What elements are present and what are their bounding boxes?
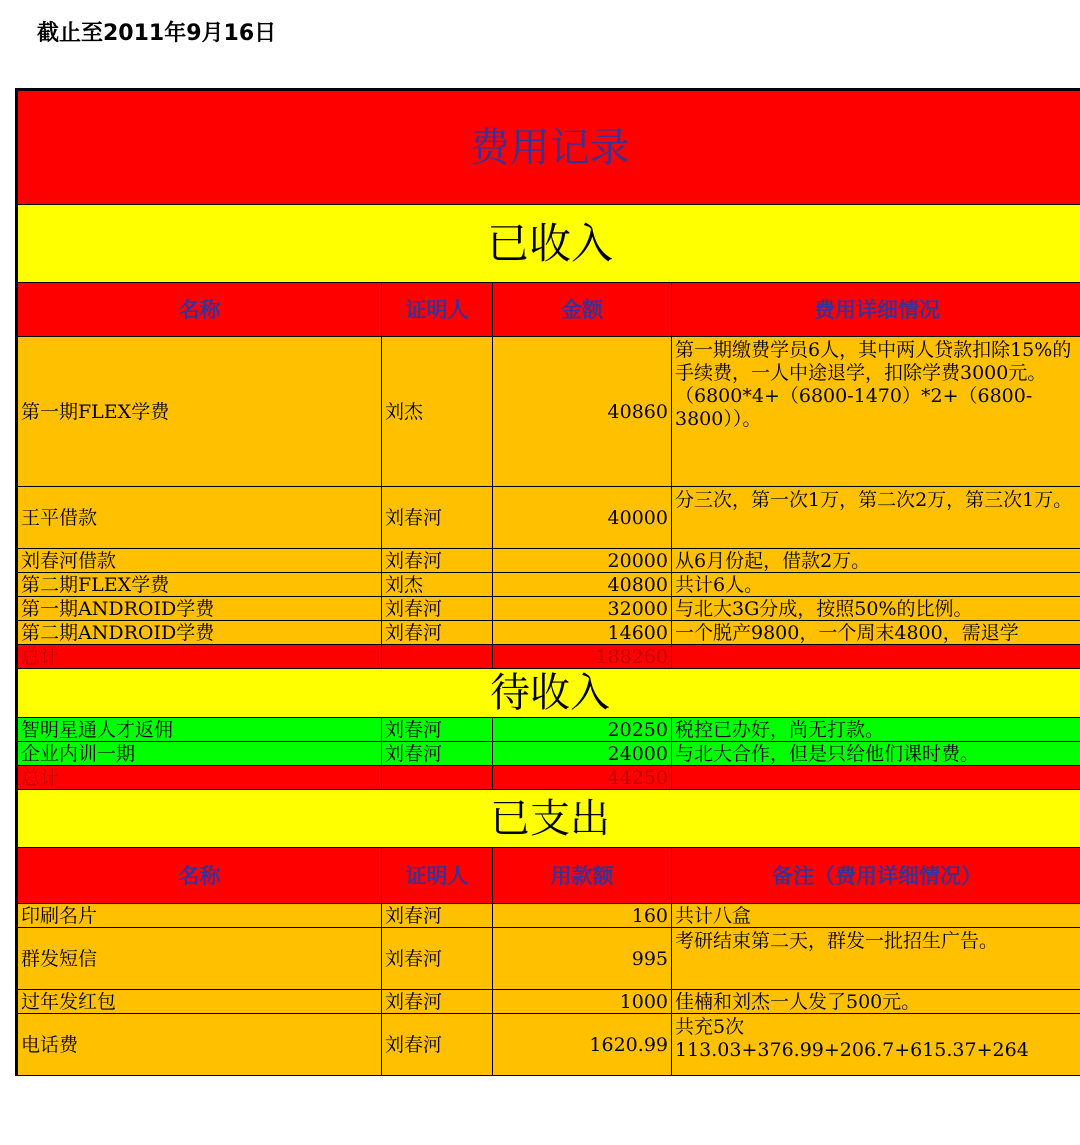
cell-amount: 32000 (493, 597, 672, 621)
table-row (18, 742, 1080, 766)
cell-name: 智明星通人才返佣 (18, 718, 382, 742)
section-received (18, 205, 1080, 283)
cell-detail: 佳楠和刘杰一人发了500元。 (672, 990, 1080, 1014)
table-row (18, 1014, 1080, 1076)
expense-sheet (15, 88, 1080, 1076)
header-witness: 证明人 (382, 848, 493, 904)
table-row (18, 549, 1080, 573)
cell-detail: 共计6人。 (672, 573, 1080, 597)
cell-detail: 税控已办好，尚无打款。 (672, 718, 1080, 742)
cell-witness: 刘春河 (382, 904, 493, 928)
total-label: 总计 (18, 645, 382, 669)
cell-amount: 160 (493, 904, 672, 928)
cell-amount: 20000 (493, 549, 672, 573)
cell-witness: 刘春河 (382, 549, 493, 573)
table-row (18, 597, 1080, 621)
table-row (18, 573, 1080, 597)
header-row-spent (18, 848, 1080, 904)
cell-witness: 刘杰 (382, 573, 493, 597)
cell-witness: 刘春河 (382, 990, 493, 1014)
total-witness-empty (382, 766, 493, 790)
cell-witness: 刘春河 (382, 928, 493, 990)
table-row (18, 904, 1080, 928)
cell-amount: 20250 (493, 718, 672, 742)
date-line: 截止至2011年9月16日 (37, 21, 277, 46)
title-row (18, 91, 1080, 205)
cell-amount: 1620.99 (493, 1014, 672, 1076)
cell-detail: 与北大3G分成，按照50%的比例。 (672, 597, 1080, 621)
sheet-title: 费用记录 (18, 91, 1080, 205)
cell-witness: 刘春河 (382, 487, 493, 549)
total-amount: 188260 (493, 645, 672, 669)
table-row (18, 621, 1080, 645)
header-row-received (18, 283, 1080, 337)
cell-name: 群发短信 (18, 928, 382, 990)
cell-name: 第二期FLEX学费 (18, 573, 382, 597)
header-detail: 费用详细情况 (672, 283, 1080, 337)
cell-witness: 刘春河 (382, 597, 493, 621)
header-name: 名称 (18, 848, 382, 904)
header-detail: 备注（费用详细情况） (672, 848, 1080, 904)
total-row-pending (18, 766, 1080, 790)
section-title-received: 已收入 (18, 205, 1080, 283)
cell-amount: 14600 (493, 621, 672, 645)
cell-detail: 共计八盒 (672, 904, 1080, 928)
cell-name: 过年发红包 (18, 990, 382, 1014)
cell-witness: 刘春河 (382, 742, 493, 766)
cell-detail: 一个脱产9800，一个周末4800，需退学 (672, 621, 1080, 645)
section-spent (18, 790, 1080, 848)
cell-witness: 刘杰 (382, 337, 493, 487)
header-witness: 证明人 (382, 283, 493, 337)
cell-detail: 共充5次 113.03+376.99+206.7+615.37+264 (672, 1014, 1080, 1076)
cell-amount: 40800 (493, 573, 672, 597)
cell-detail: 考研结束第二天，群发一批招生广告。 (672, 928, 1080, 990)
cell-name: 第一期ANDROID学费 (18, 597, 382, 621)
header-name: 名称 (18, 283, 382, 337)
table-row (18, 990, 1080, 1014)
table-row (18, 337, 1080, 487)
header-amount: 用款额 (493, 848, 672, 904)
cell-amount: 24000 (493, 742, 672, 766)
table-row (18, 718, 1080, 742)
total-row-received (18, 645, 1080, 669)
section-title-pending: 待收入 (18, 669, 1080, 718)
cell-name: 刘春河借款 (18, 549, 382, 573)
cell-detail: 分三次，第一次1万，第二次2万，第三次1万。 (672, 487, 1080, 549)
cell-amount: 1000 (493, 990, 672, 1014)
cell-amount: 40000 (493, 487, 672, 549)
cell-name: 第一期FLEX学费 (18, 337, 382, 487)
cell-name: 王平借款 (18, 487, 382, 549)
cell-witness: 刘春河 (382, 1014, 493, 1076)
expense-table (17, 90, 1080, 1076)
total-detail-empty (672, 645, 1080, 669)
total-witness-empty (382, 645, 493, 669)
section-title-spent: 已支出 (18, 790, 1080, 848)
total-amount: 44250 (493, 766, 672, 790)
cell-detail: 第一期缴费学员6人，其中两人贷款扣除15%的手续费，一人中途退学，扣除学费3000元。（6800*4+（6800-1470）*2+（6800-3800））。 (672, 337, 1080, 487)
cell-amount: 995 (493, 928, 672, 990)
table-row (18, 487, 1080, 549)
cell-name: 第二期ANDROID学费 (18, 621, 382, 645)
cell-detail: 与北大合作，但是只给他们课时费。 (672, 742, 1080, 766)
total-detail-empty (672, 766, 1080, 790)
cell-name: 电话费 (18, 1014, 382, 1076)
header-amount: 金额 (493, 283, 672, 337)
cell-witness: 刘春河 (382, 718, 493, 742)
cell-detail: 从6月份起，借款2万。 (672, 549, 1080, 573)
cell-name: 企业内训一期 (18, 742, 382, 766)
cell-name: 印刷名片 (18, 904, 382, 928)
total-label: 总计 (18, 766, 382, 790)
cell-amount: 40860 (493, 337, 672, 487)
cell-witness: 刘春河 (382, 621, 493, 645)
table-row (18, 928, 1080, 990)
section-pending (18, 669, 1080, 718)
